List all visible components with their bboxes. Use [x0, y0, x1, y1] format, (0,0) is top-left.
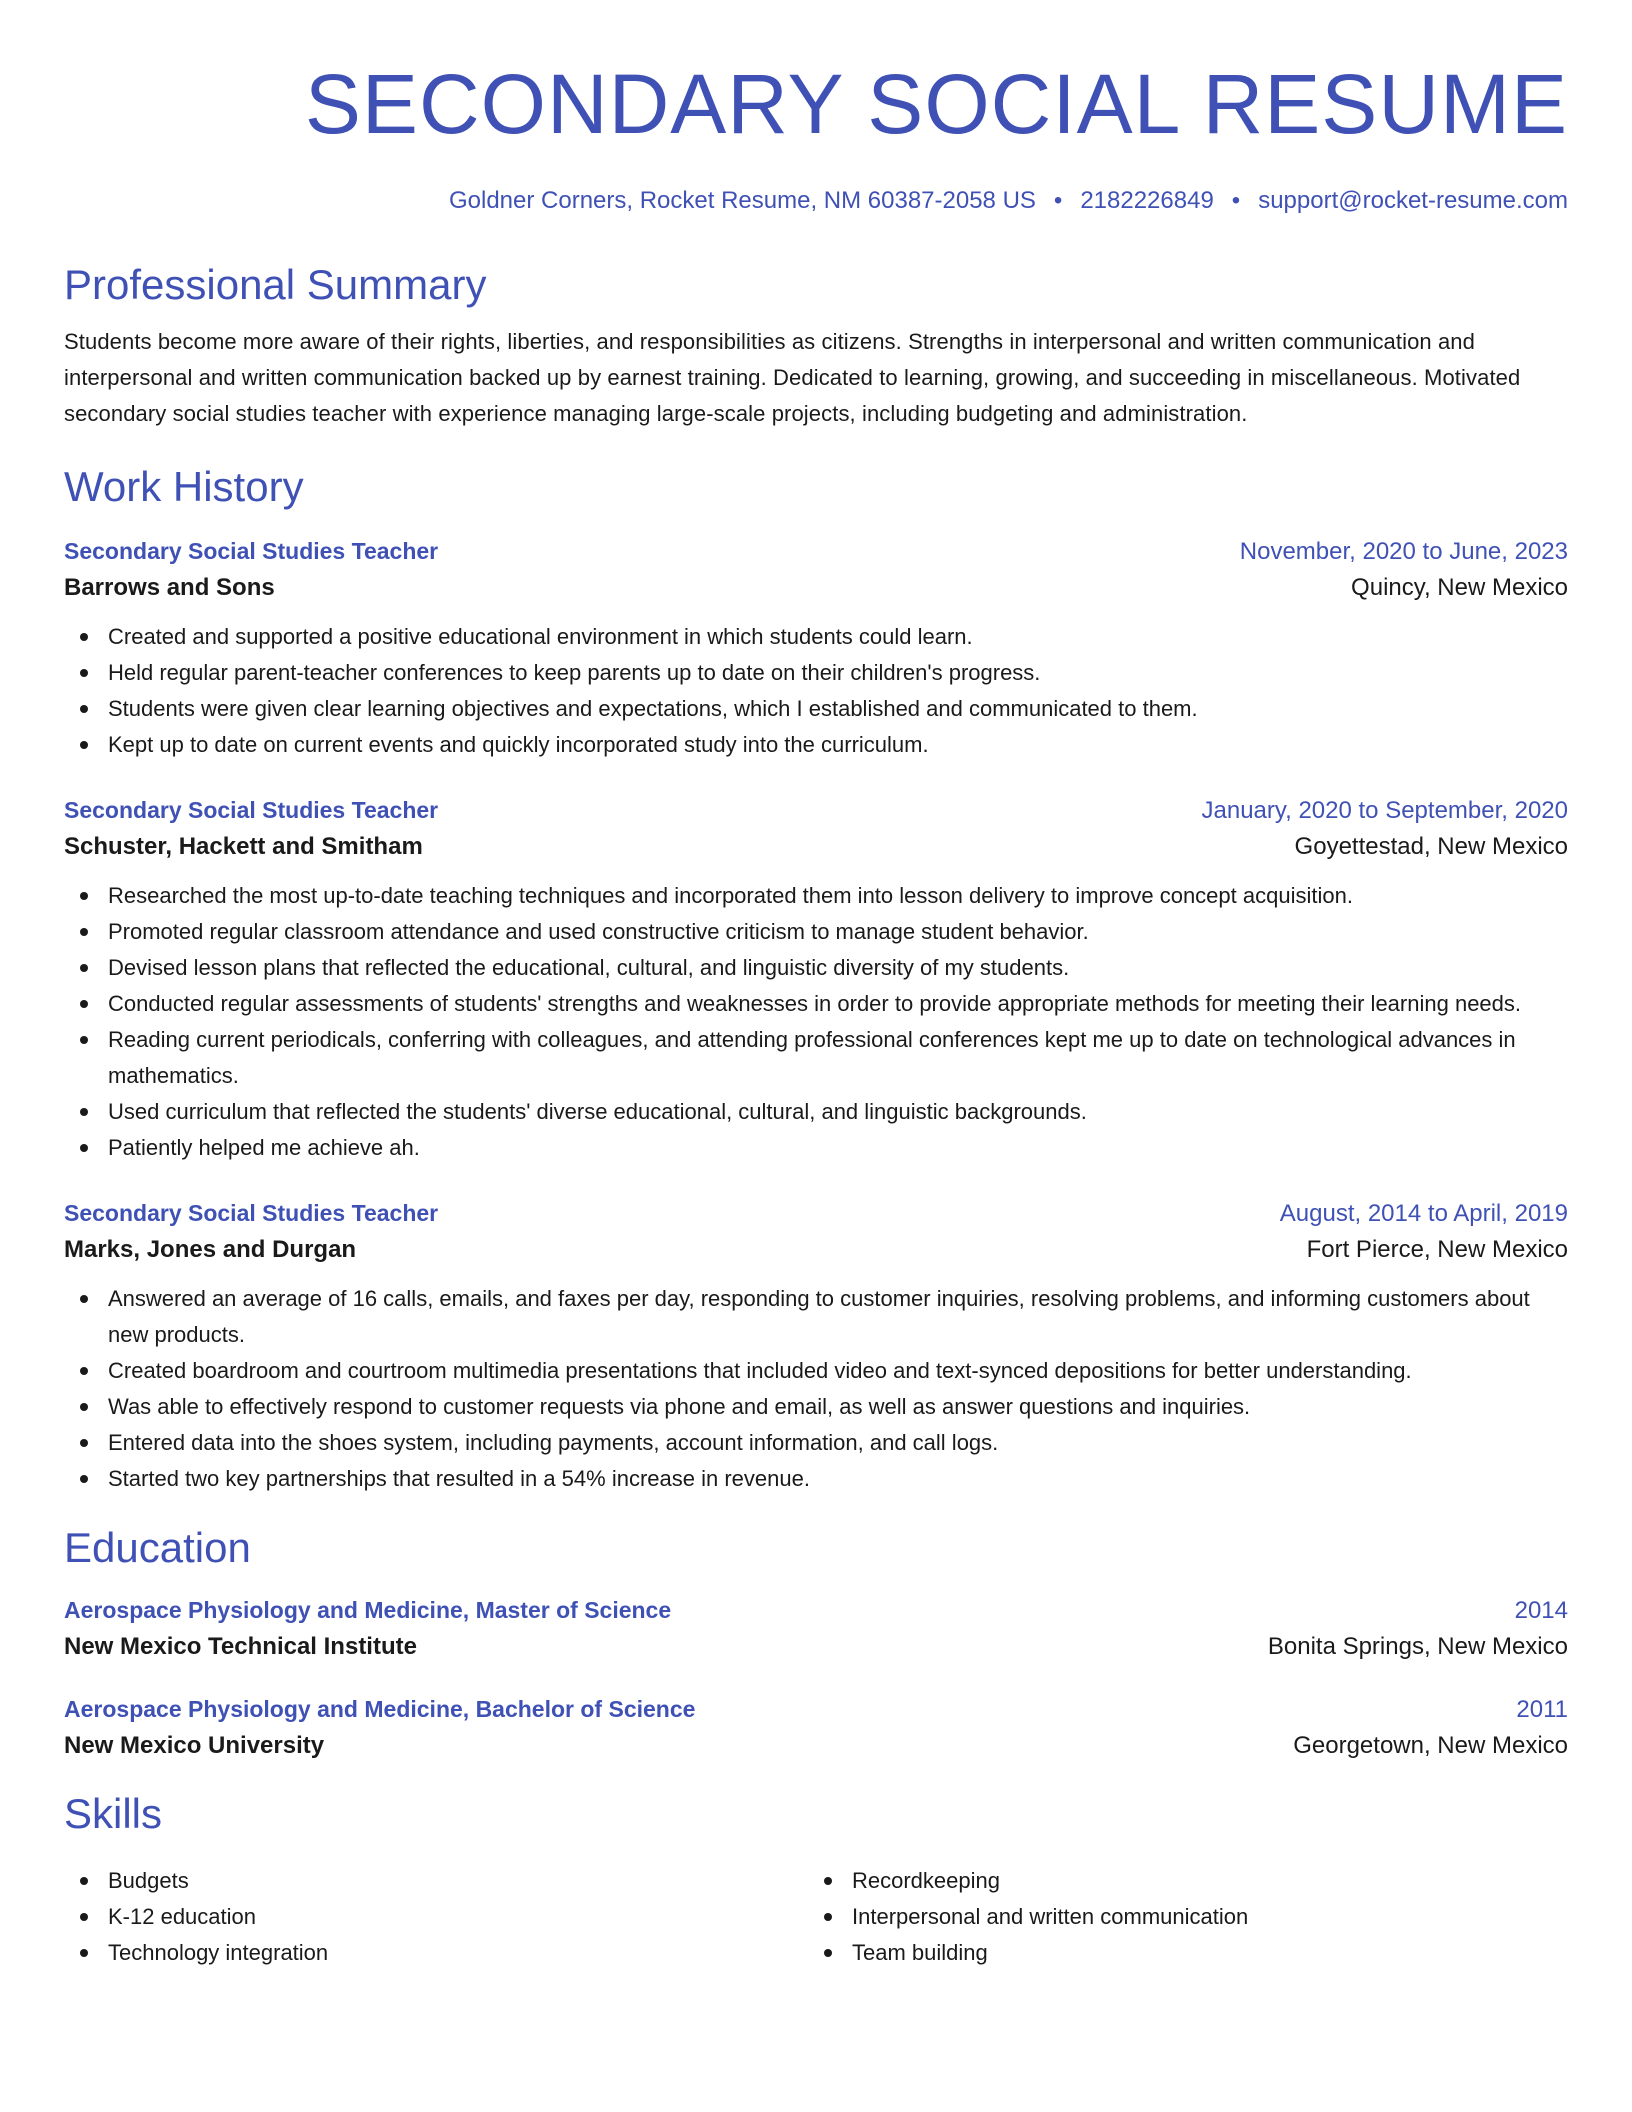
resume-title: SECONDARY SOCIAL RESUME	[304, 57, 1568, 151]
job-bullet: Used curriculum that reflected the students' diverse educational, cultural, and linguistic backgrounds.	[64, 1094, 1568, 1130]
work-history-heading: Work History	[64, 463, 304, 510]
job-entry	[64, 793, 1568, 1166]
summary-heading: Professional Summary	[64, 261, 487, 308]
job-dates: August, 2014 to April, 2019	[1279, 1200, 1568, 1227]
education-heading: Education	[64, 1524, 251, 1571]
job-bullet: Reading current periodicals, conferring with colleagues, and attending professional conferences kept me up to date on technological advances in mathematics.	[64, 1022, 1568, 1094]
resume-page	[64, 0, 1568, 1971]
skill-item: Interpersonal and written communication	[808, 1899, 1552, 1935]
job-dates: January, 2020 to September, 2020	[1201, 797, 1568, 824]
education-degree: Aerospace Physiology and Medicine, Master of Science	[64, 1597, 672, 1623]
job-title: Secondary Social Studies Teacher	[64, 797, 439, 823]
job-bullet: Promoted regular classroom attendance and used constructive criticism to manage student behavior.	[64, 914, 1568, 950]
job-dates: November, 2020 to June, 2023	[1239, 538, 1568, 565]
education-entry	[64, 1692, 1568, 1765]
job-bullet: Held regular parent-teacher conferences to keep parents up to date on their children's progress.	[64, 655, 1568, 691]
contact-line	[64, 186, 1568, 216]
contact-address: Goldner Corners, Rocket Resume, NM 60387-2058 US	[448, 187, 1036, 214]
skill-item: Technology integration	[64, 1935, 808, 1971]
contact-separator: •	[1231, 187, 1241, 214]
job-entry	[64, 1196, 1568, 1497]
skill-item: Recordkeeping	[808, 1863, 1552, 1899]
job-location: Quincy, New Mexico	[1351, 574, 1568, 601]
job-bullets	[64, 878, 1568, 1166]
education-school: New Mexico University	[64, 1732, 325, 1759]
job-title: Secondary Social Studies Teacher	[64, 538, 439, 564]
job-location: Fort Pierce, New Mexico	[1306, 1236, 1568, 1263]
job-bullet: Researched the most up-to-date teaching techniques and incorporated them into lesson delivery to improve concept acquisition.	[64, 878, 1568, 914]
education-school: New Mexico Technical Institute	[64, 1633, 417, 1660]
job-bullet: Answered an average of 16 calls, emails, and faxes per day, responding to customer inquiries, resolving problems, and informing customers about new products.	[64, 1281, 1568, 1353]
skills-columns	[64, 1851, 1568, 1971]
skill-item: Team building	[808, 1935, 1552, 1971]
skills-list-right	[808, 1863, 1552, 1971]
job-company: Marks, Jones and Durgan	[64, 1236, 357, 1263]
education-year: 2014	[1514, 1597, 1568, 1624]
education-location: Bonita Springs, New Mexico	[1267, 1633, 1568, 1660]
contact-email: support@rocket-resume.com	[1258, 187, 1568, 214]
summary-text: Students become more aware of their rights, liberties, and responsibilities as citizens. Strengths in interpersonal and written communication and interpersonal and written communication backed up by earnest training. Dedicated to learning, growing, and succeeding in miscellaneous. Motivated secondary social studies teacher with experience managing large-scale projects, including budgeting and administration.	[64, 329, 1521, 426]
job-bullet: Patiently helped me achieve ah.	[64, 1130, 1568, 1166]
education-location: Georgetown, New Mexico	[1293, 1732, 1568, 1759]
job-company: Schuster, Hackett and Smitham	[64, 833, 423, 860]
education-year: 2011	[1516, 1696, 1568, 1723]
skills-heading: Skills	[64, 1790, 163, 1837]
education-entry	[64, 1593, 1568, 1666]
job-title: Secondary Social Studies Teacher	[64, 1200, 439, 1226]
job-entry	[64, 534, 1568, 763]
job-bullet: Devised lesson plans that reflected the educational, cultural, and linguistic diversity of my students.	[64, 950, 1568, 986]
job-bullet: Students were given clear learning objectives and expectations, which I established and communicated to them.	[64, 691, 1568, 727]
education-degree: Aerospace Physiology and Medicine, Bachelor of Science	[64, 1696, 696, 1722]
job-bullets	[64, 619, 1568, 763]
job-bullet: Started two key partnerships that resulted in a 54% increase in revenue.	[64, 1461, 1568, 1497]
job-bullet: Created boardroom and courtroom multimedia presentations that included video and text-synced depositions for better understanding.	[64, 1353, 1568, 1389]
contact-phone: 2182226849	[1080, 187, 1214, 214]
job-bullet: Entered data into the shoes system, including payments, account information, and call logs.	[64, 1425, 1568, 1461]
job-bullet: Kept up to date on current events and quickly incorporated study into the curriculum.	[64, 727, 1568, 763]
job-company: Barrows and Sons	[64, 574, 275, 601]
job-bullet: Conducted regular assessments of students' strengths and weaknesses in order to provide appropriate methods for meeting their learning needs.	[64, 986, 1568, 1022]
contact-separator: •	[1053, 187, 1063, 214]
job-location: Goyettestad, New Mexico	[1294, 833, 1568, 860]
skill-item: Budgets	[64, 1863, 808, 1899]
job-bullets	[64, 1281, 1568, 1497]
job-bullet: Was able to effectively respond to customer requests via phone and email, as well as answer questions and inquiries.	[64, 1389, 1568, 1425]
skills-list-left	[64, 1863, 808, 1971]
job-bullet: Created and supported a positive educational environment in which students could learn.	[64, 619, 1568, 655]
skill-item: K-12 education	[64, 1899, 808, 1935]
